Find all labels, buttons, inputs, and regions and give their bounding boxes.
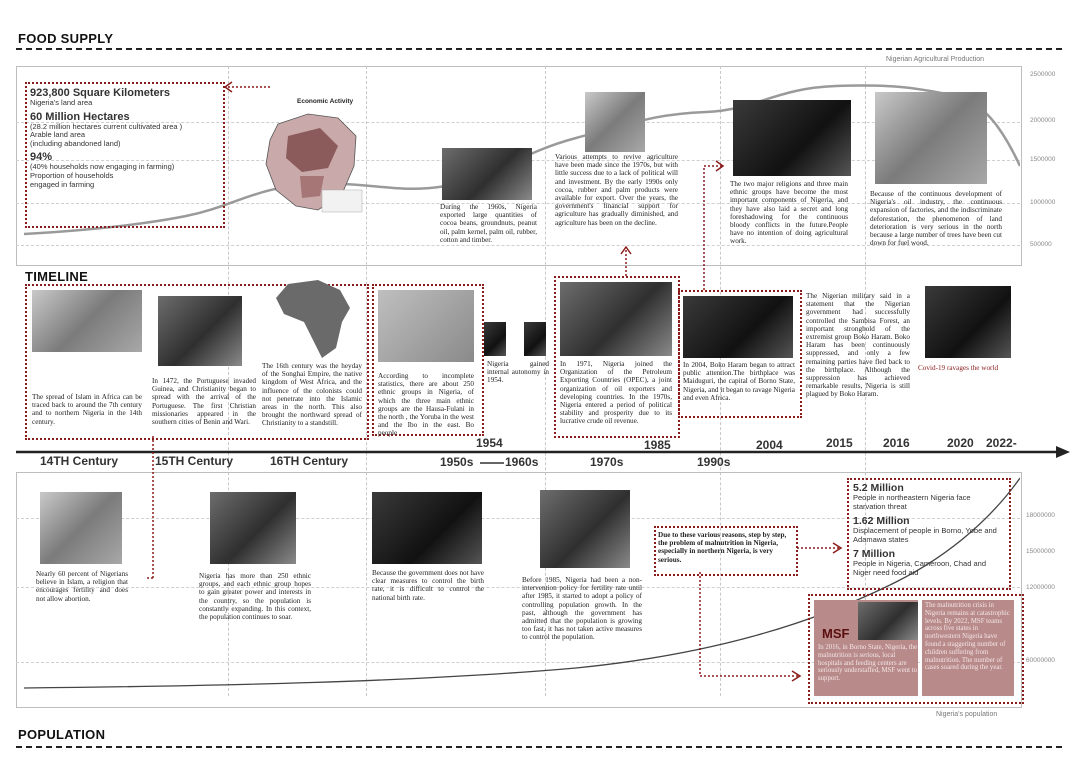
percent-label-1: Proportion of households bbox=[30, 170, 114, 180]
stat-1-value: 5.2 Million bbox=[853, 482, 904, 494]
crowd-photo bbox=[210, 492, 296, 564]
arrow-opec-up bbox=[619, 244, 633, 278]
population-text-4: Before 1985, Nigeria had been a non-intervention policy for fertility rate until after 1985, it started to adopt a policy of controlling population growth. In the past, although the government has admitted that the population is growing too fast, it has not taken active measures to control the population. bbox=[522, 576, 642, 642]
year-1985: 1985 bbox=[644, 438, 671, 452]
stat-1-label: People in northeastern Nigeria face starvation threat bbox=[853, 493, 971, 511]
arrow-boko-up bbox=[698, 158, 728, 292]
timeline-1954-text: Nigeria gained internal autonomy in 1954. bbox=[487, 360, 549, 385]
food-tick: 1500000 bbox=[1030, 156, 1056, 163]
timeline-14th-text: The spread of Islam in Africa can be traced back to around the 7th century and to northern Nigeria in the 14th century. bbox=[32, 393, 142, 426]
factory-photo bbox=[875, 92, 987, 184]
year-2015: 2015 bbox=[826, 436, 853, 450]
arrow-to-stats-box bbox=[795, 540, 847, 556]
percent-note: (40% households now engaging in farming) bbox=[30, 162, 175, 172]
timeline-2015-text: The Nigerian military said in a statement that the Nigerian government had successfully controlled the Sambisa Forest, an important stronghold of the extremist group Boko Haram. Boko Haram has been continuously suppressed, and only a few remaining parties have fled back to the birthplace. Although the suppression has achieved remarkable results, Nigeria is still plagued by Boko Haram. bbox=[806, 292, 910, 399]
food-supply-divider bbox=[16, 48, 1062, 50]
stat-3-label: People in Nigeria, Cameroon, Chad and Niger need food aid bbox=[853, 559, 986, 577]
stat-3-value: 7 Million bbox=[853, 548, 895, 561]
hectares-value: 60 Million Hectares bbox=[30, 110, 130, 123]
food-supply-title: FOOD SUPPLY bbox=[18, 31, 114, 46]
population-text-3: Because the government does not have clear measures to control the birth rate, it is difficult to control the national birth rate. bbox=[372, 569, 484, 602]
year-2004: 2004 bbox=[756, 438, 783, 452]
pop-tick: 60000000 bbox=[1026, 657, 1055, 664]
timeline-title: TIMELINE bbox=[25, 269, 89, 284]
food-1970s-text: Various attempts to revive agriculture have been made since the 1970s, but with little success due to a lack of political will and investment. By the early 1990s only cocoa, rubber and palm products were available for export. Over the years, the government's financial support for agriculture has gradually diminished, and agriculture has been on the decline. bbox=[555, 153, 678, 227]
timeline-1971-text: In 1971, Nigeria joined the Organization of the Petroleum Exporting Countries (OPEC), a joint organization of oil exporters and developing countries. In the 1970s, Nigeria entered a period of political stability and prosperity due to its lucrative crude oil revenue. bbox=[560, 360, 672, 426]
starvation-stats bbox=[853, 482, 1005, 578]
stat-2-label: Displacement of people in Borno, Yobe and Adamawa states bbox=[853, 526, 997, 544]
population-text-5: Due to these various reasons, step by step, the problem of malnutrition in Nigeria, especially in northern Nigeria, is very serious. bbox=[658, 531, 787, 564]
era-16th: 16TH Century bbox=[270, 454, 349, 468]
msf-right-text: The malnutrition crisis in Nigeria remains at catastrophic levels. By 2022, MSF teams across five states in northwestern Nigeria have found a staggering number of children suffering from malnutrition. The number of cases soared during the year. bbox=[925, 602, 1010, 672]
food-tick: 2000000 bbox=[1030, 117, 1056, 124]
food-tick: 1000000 bbox=[1030, 199, 1056, 206]
armed-vehicle-photo bbox=[733, 100, 851, 176]
era-15th: 15TH Century bbox=[155, 454, 234, 468]
food-series-label: Nigerian Agricultural Production bbox=[886, 56, 985, 63]
pop-series-label: Nigeria's population bbox=[936, 711, 998, 718]
era-1960s: 1960s bbox=[505, 455, 539, 469]
timeline-15th-text: In 1472, the Portuguese invaded Guinea, and Christianity began to spread with the arrival of the Portuguese. The first Christian missionaries appeared in the southern cities of Benin and Wari. bbox=[152, 377, 256, 427]
msf-title: MSF bbox=[822, 626, 850, 641]
pop-tick: 15000000 bbox=[1026, 548, 1055, 555]
hectares-label-2: (including abandoned land) bbox=[30, 138, 121, 148]
era-14th: 14TH Century bbox=[40, 454, 119, 468]
timeline-ethnic-text: According to incomplete statistics, there are about 250 ethnic groups in Nigeria, of which the three main ethnic groups are the Hausa-Fulani in the north , the Yoruba in the west and the Ibo in the east. Bo people . bbox=[378, 372, 474, 438]
food-1990s-text: The two major religions and three main ethnic groups have become the most important components of Nigeria, and they have also laid a secret and long foreshadowing for the continuous bloody conflicts in the future.People have no intention of doing agricultural work. bbox=[730, 180, 848, 246]
year-2016: 2016 bbox=[883, 436, 910, 450]
farmer-photo bbox=[585, 92, 645, 152]
hectares-label-1: Arable land area bbox=[30, 130, 86, 140]
timeline-16th-text: The 16th century was the heyday of the Songhai Empire, the native kingdom of West Africa, and the influence of the colonists could not penetrate into the Islamic areas in the north. This also brought the northward spread of Christianity to a standstill. bbox=[262, 362, 362, 428]
percent-label-2: engaged in farming bbox=[30, 179, 95, 189]
population-text-1: Nearly 60 percent of Nigerians believe in Islam, a religion that encourages fertility and does not allow abortion. bbox=[36, 570, 128, 603]
population-divider bbox=[16, 746, 1062, 748]
year-1954: 1954 bbox=[476, 436, 503, 450]
food-tick: 500000 bbox=[1030, 241, 1052, 248]
pop-tick: 18000000 bbox=[1026, 512, 1055, 519]
timeline-covid-text: Covid-19 ravages the world bbox=[918, 364, 999, 372]
msf-left-text: In 2016, in Borno State, Nigeria, the malnutrition is serious, local hospitals and feeding centers are seriously understaffed, MSF went to support. bbox=[818, 644, 918, 683]
independence-photo-2 bbox=[524, 322, 546, 356]
msf-photo bbox=[858, 602, 918, 640]
ethnic-map bbox=[378, 290, 474, 362]
pop-tick: 12000000 bbox=[1026, 584, 1055, 591]
year-2022: 2022- bbox=[986, 436, 1017, 450]
era-1970s: 1970s bbox=[590, 455, 624, 469]
food-2016-text: Because of the continuous development of Nigeria's oil industry, the continuous expansion of factories, and the indiscriminate deforestation, the phenomenon of land deterioration is very serious in the north because a large number of trees have been cut down for fuel wood. bbox=[870, 190, 1002, 248]
motorbike-photo bbox=[40, 492, 122, 564]
area-label: Nigeria's land area bbox=[30, 98, 93, 107]
boko-haram-photo bbox=[683, 296, 793, 358]
economic-activity-map bbox=[258, 106, 368, 226]
food-tick: 2500000 bbox=[1030, 71, 1056, 78]
population-text-2: Nigeria has more than 250 ethnic groups, and each ethnic group hopes to gain greater power and interests in the country, so the population is constantly expanding. In this context, the population continues to soar. bbox=[199, 572, 311, 622]
year-2020: 2020 bbox=[947, 436, 974, 450]
arrow-history-down bbox=[143, 436, 163, 584]
independence-photo-1 bbox=[484, 322, 506, 356]
stat-2-value: 1.62 Million bbox=[853, 515, 910, 528]
arrow-to-msf bbox=[690, 572, 810, 682]
economic-map-title: Economic Activity bbox=[297, 98, 354, 105]
hectares-note: (28.2 million hectares current cultivated area ) bbox=[30, 121, 183, 131]
area-value: 923,800 Square Kilometers bbox=[30, 87, 171, 99]
land-stats bbox=[30, 87, 220, 189]
covid-virus-image bbox=[925, 286, 1011, 358]
export-crops-photo bbox=[442, 148, 532, 200]
africa-map bbox=[270, 278, 356, 360]
old-map-photo bbox=[32, 290, 142, 352]
arrow-to-stats bbox=[222, 80, 272, 94]
food-1960s-text: During the 1960s, Nigeria exported large quantities of cocoa beans, groundnuts, peanut oil, palm kernel, palm oil, rubber, cotton and timber. bbox=[440, 203, 537, 244]
children-photo bbox=[540, 490, 630, 568]
percent-value: 94% bbox=[30, 151, 53, 164]
portuguese-photo bbox=[158, 296, 242, 366]
era-connector bbox=[480, 461, 504, 465]
oil-refinery-photo bbox=[560, 282, 672, 356]
gathering-photo bbox=[372, 492, 482, 564]
era-1990s: 1990s bbox=[697, 455, 731, 469]
timeline-2004-text: In 2004, Boko Haram began to attract public attention.The birthplace was Maiduguri, the capital of Borno State, Nigeria, and it began to ravage Nigeria and even Africa. bbox=[683, 361, 795, 402]
era-1950s: 1950s bbox=[440, 455, 474, 469]
population-title: POPULATION bbox=[18, 727, 106, 742]
